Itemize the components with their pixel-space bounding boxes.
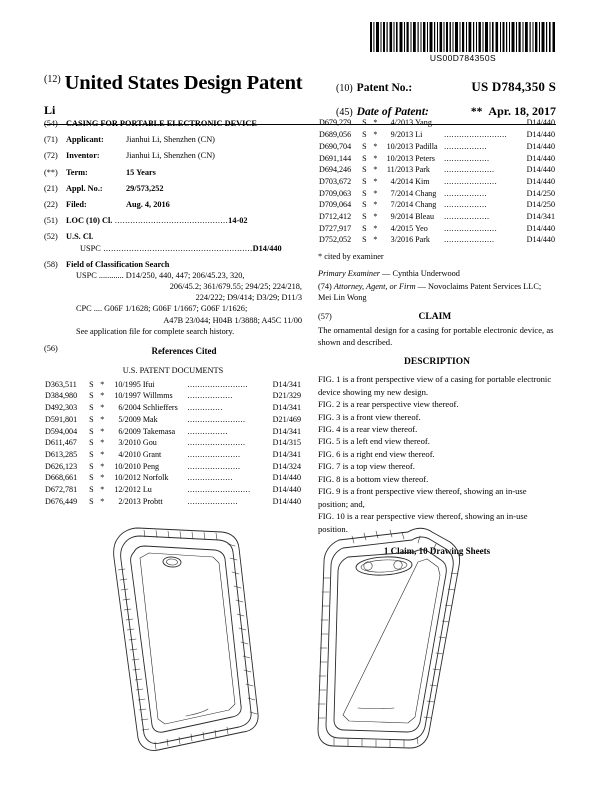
ref-name: Lu xyxy=(142,485,152,495)
field-title xyxy=(44,118,302,129)
field-search-line-4: A47B 23/044; H04B 1/3888; A45C 11/00 xyxy=(163,315,302,325)
ref-star: * xyxy=(100,426,105,436)
ref-kind: S xyxy=(89,426,94,436)
table-row xyxy=(318,212,556,224)
ref-dots: .................. xyxy=(187,391,233,401)
ref-kind: S xyxy=(362,188,367,198)
ref-star: * xyxy=(373,176,378,186)
ref-num: D752,052 xyxy=(319,235,352,245)
ref-class: D14/341 xyxy=(272,403,301,413)
us-patent-documents-subheading: U.S. PATENT DOCUMENTS xyxy=(122,366,224,376)
field-us-cl-code: (52) xyxy=(44,232,58,242)
patent-drawing xyxy=(44,518,556,780)
ref-star: * xyxy=(100,461,105,471)
ref-name: Willmms xyxy=(142,391,173,401)
field-us-cl-dots: .......................................................... xyxy=(100,243,253,253)
ref-dots: ................. xyxy=(444,188,487,198)
ref-kind: S xyxy=(89,414,94,424)
drawing-figures xyxy=(44,518,556,780)
ref-name: Grant xyxy=(142,449,162,459)
ref-name: Li xyxy=(415,130,423,140)
ref-name: Chang xyxy=(415,188,437,198)
field-term xyxy=(44,167,302,178)
field-us-cl-sub: USPC xyxy=(80,243,101,253)
table-row xyxy=(318,177,556,189)
field-term-value: 15 Years xyxy=(126,167,156,177)
field-us-cl-value: D14/440 xyxy=(252,243,282,253)
field-appl-no xyxy=(44,183,302,194)
ref-star: * xyxy=(100,449,105,459)
ref-star: * xyxy=(100,379,105,389)
ref-name: Park xyxy=(415,165,430,175)
field-search-line-3: CPC .... G06F 1/1628; G06F 1/1667; G06F 1/1626; xyxy=(76,304,248,314)
patent-no-label: Patent No.: xyxy=(356,82,413,94)
ref-name: Park xyxy=(415,235,430,245)
ref-date: 3/2016 xyxy=(390,235,414,245)
figure-description-8: FIG. 8 is a bottom view thereof. xyxy=(318,473,429,484)
ref-num: D384,980 xyxy=(45,391,78,401)
ref-date: 11/2013 xyxy=(386,165,414,175)
ref-num: D672,781 xyxy=(45,485,78,495)
ref-num: D690,704 xyxy=(319,141,352,151)
field-references xyxy=(44,343,302,360)
ref-star: * xyxy=(373,235,378,245)
ref-name: Probtt xyxy=(142,496,163,506)
ref-kind: S xyxy=(362,118,367,128)
ref-class: D14/440 xyxy=(526,235,555,245)
patent-no-value: US D784,350 S xyxy=(471,79,556,94)
left-column xyxy=(44,118,302,557)
ref-class: D14/250 xyxy=(526,188,555,198)
field-loc-dots: ............................................ xyxy=(112,216,229,226)
ref-star: * xyxy=(100,403,105,413)
ref-dots: .............. xyxy=(187,403,223,413)
ref-date: 9/2013 xyxy=(390,130,414,140)
figure-description-9: FIG. 9 is a front perspective view thereof, showing an in-use position; and, xyxy=(318,486,527,509)
ref-class: D14/440 xyxy=(272,473,301,483)
attorney-code: (74) xyxy=(318,282,332,292)
ref-star: * xyxy=(373,212,378,222)
ref-class: D14/315 xyxy=(272,438,301,448)
table-row xyxy=(318,188,556,200)
ref-dots: ......................... xyxy=(187,485,251,495)
ref-kind: S xyxy=(89,485,94,495)
attorney-label: Attorney, Agent, or Firm xyxy=(333,282,416,292)
ref-star: * xyxy=(100,496,105,506)
table-row xyxy=(44,426,302,438)
ref-star: * xyxy=(100,414,105,424)
ref-kind: S xyxy=(89,379,94,389)
field-search-line-5: See application file for complete search history. xyxy=(76,326,235,336)
ref-kind: S xyxy=(89,438,94,448)
ref-date: 4/2015 xyxy=(390,223,414,233)
claim-header-row xyxy=(318,311,556,324)
primary-examiner-dash: — xyxy=(379,268,393,278)
field-search xyxy=(44,259,302,337)
ref-num: D611,467 xyxy=(45,438,77,448)
field-loc xyxy=(44,215,302,226)
ref-name: Mak xyxy=(142,414,158,424)
figure-right xyxy=(318,528,460,748)
ref-class: D14/440 xyxy=(526,118,555,128)
ref-name: Bleau xyxy=(415,212,435,222)
table-row xyxy=(44,496,302,508)
ref-num: D709,063 xyxy=(319,188,352,198)
ref-kind: S xyxy=(362,130,367,140)
ref-star: * xyxy=(373,153,378,163)
ref-class: D14/440 xyxy=(272,496,301,506)
field-filed-value: Aug. 4, 2016 xyxy=(126,199,170,209)
claim-text: The ornamental design for a casing for portable electronic device, as shown and described. xyxy=(318,325,554,348)
barcode-number: US00D784350S xyxy=(429,53,497,63)
ref-star: * xyxy=(373,165,378,175)
body-columns xyxy=(44,118,556,557)
field-inventor-value: Jianhui Li, Shenzhen (CN) xyxy=(126,151,215,161)
claim-code: (57) xyxy=(318,312,332,322)
ref-name: Schlieffers xyxy=(142,403,178,413)
primary-examiner xyxy=(318,268,556,279)
ref-date: 4/2013 xyxy=(390,118,414,128)
ref-star: * xyxy=(373,200,378,210)
primary-examiner-value: Cynthia Underwood xyxy=(392,268,460,278)
ref-dots: .................... xyxy=(444,165,495,175)
ref-kind: S xyxy=(362,141,367,151)
primary-examiner-label: Primary Examiner xyxy=(318,268,380,278)
ref-kind: S xyxy=(89,461,94,471)
field-filed-code: (22) xyxy=(44,199,58,209)
ref-num: D691,144 xyxy=(319,153,352,163)
table-row xyxy=(44,450,302,462)
ref-star: * xyxy=(100,473,105,483)
ref-kind: S xyxy=(89,496,94,506)
field-search-line-1: 206/45.2; 361/679.55; 294/25; 224/218, xyxy=(169,282,302,292)
ref-date: 2/2013 xyxy=(118,496,141,506)
table-row xyxy=(44,379,302,391)
references-heading: References Cited xyxy=(151,346,217,356)
field-loc-code: (51) xyxy=(44,216,58,226)
table-row xyxy=(318,118,556,130)
field-applicant-label: Applicant: xyxy=(66,135,104,145)
ref-name: Ifui xyxy=(142,379,155,389)
attorney-value: Novoclaims Patent Services LLC; Mei Lin Wong xyxy=(318,282,542,303)
references-table-right xyxy=(318,118,556,247)
ref-dots: ..................... xyxy=(187,449,241,459)
ref-dots: ................ xyxy=(187,426,228,436)
references-table-left xyxy=(44,379,302,508)
ref-name: Norfolk xyxy=(142,473,169,483)
field-applicant-value: Jianhui Li, Shenzhen (CN) xyxy=(126,135,215,145)
field-applicant xyxy=(44,134,302,145)
ref-class: D14/440 xyxy=(526,223,555,233)
field-us-cl xyxy=(44,231,302,253)
ref-class: D14/440 xyxy=(526,165,555,175)
table-row xyxy=(318,141,556,153)
cited-by-examiner-note: * cited by examiner xyxy=(318,251,384,261)
ref-date: 6/2004 xyxy=(118,403,141,413)
figure-description-3: FIG. 3 is a front view thereof. xyxy=(318,411,421,422)
ref-dots: ..................... xyxy=(444,223,498,233)
field-inventor-code: (72) xyxy=(44,151,58,161)
ref-kind: S xyxy=(362,153,367,163)
ref-kind: S xyxy=(362,200,367,210)
field-term-label: Term: xyxy=(66,167,88,177)
ref-num: D676,449 xyxy=(45,496,78,506)
barcode-image xyxy=(370,22,556,52)
ref-dots: ................. xyxy=(444,200,487,210)
field-appl-no-code: (21) xyxy=(44,183,58,193)
ref-name: Chang xyxy=(415,200,437,210)
field-appl-no-value: 29/573,252 xyxy=(126,183,164,193)
inventor-surname: Li xyxy=(44,103,56,117)
figure-description-6: FIG. 6 is a right end view thereof. xyxy=(318,448,435,459)
table-row xyxy=(318,235,556,247)
date-value: Apr. 18, 2017 xyxy=(488,104,556,118)
ref-name: Peters xyxy=(415,153,435,163)
table-row xyxy=(44,391,302,403)
ref-num: D591,801 xyxy=(45,414,78,424)
ref-class: D21/469 xyxy=(272,414,301,424)
field-applicant-code: (71) xyxy=(44,135,58,145)
ref-date: 10/1997 xyxy=(114,391,141,401)
field-term-code: (**) xyxy=(44,167,58,177)
header-code-12: (12) xyxy=(44,74,61,85)
field-us-cl-label: U.S. Cl. xyxy=(66,232,94,242)
ref-dots: .................... xyxy=(187,496,238,506)
ref-dots: .................. xyxy=(444,212,490,222)
figure-description-4: FIG. 4 is a rear view thereof. xyxy=(318,423,418,434)
ref-date: 5/2009 xyxy=(118,414,141,424)
ref-num: D626,123 xyxy=(45,461,78,471)
patent-no-code: (10) xyxy=(336,83,353,94)
ref-name: Gou xyxy=(142,438,157,448)
table-row xyxy=(44,414,302,426)
ref-num: D363,511 xyxy=(45,379,77,389)
ref-dots: .................. xyxy=(444,153,490,163)
ref-date: 6/2009 xyxy=(118,426,141,436)
ref-class: D21/329 xyxy=(272,391,301,401)
ref-num: D703,672 xyxy=(319,176,352,186)
field-filed-label: Filed: xyxy=(66,199,87,209)
ref-date: 10/1995 xyxy=(114,379,141,389)
ref-dots: ..................... xyxy=(187,461,241,471)
date-label: Date of Patent: xyxy=(356,106,429,118)
figure-left xyxy=(114,528,258,750)
ref-dots: ....................... xyxy=(187,438,246,448)
ref-kind: S xyxy=(362,223,367,233)
ref-date: 9/2014 xyxy=(390,212,414,222)
figure-description-10: FIG. 10 is a rear perspective view thereof, showing an in-use position. xyxy=(318,511,528,534)
ref-dots: .................. xyxy=(187,473,233,483)
ref-num: D712,412 xyxy=(319,212,352,222)
field-loc-label: LOC (10) Cl. xyxy=(66,216,113,226)
ref-kind: S xyxy=(89,403,94,413)
ref-class: D14/440 xyxy=(526,153,555,163)
ref-num: D492,303 xyxy=(45,403,78,413)
attorney-dash: — xyxy=(415,282,429,292)
table-row xyxy=(318,165,556,177)
ref-star: * xyxy=(373,223,378,233)
ref-kind: S xyxy=(362,165,367,175)
ref-class: D14/440 xyxy=(272,485,301,495)
field-appl-no-label: Appl. No.: xyxy=(66,183,103,193)
field-search-line-0: USPC ............ D14/250, 440, 447; 206/45.23, 320, xyxy=(76,270,245,280)
ref-class: D14/440 xyxy=(526,141,555,151)
ref-num: D594,004 xyxy=(45,426,78,436)
ref-class: D14/341 xyxy=(272,449,301,459)
ref-date: 3/2010 xyxy=(118,438,141,448)
page-title: United States Design Patent xyxy=(64,72,303,94)
column-gap xyxy=(302,118,318,557)
claim-heading: CLAIM xyxy=(418,312,452,323)
ref-dots: ..................... xyxy=(444,176,498,186)
ref-dots: ....................... xyxy=(187,414,246,424)
figure-description-7: FIG. 7 is a top view thereof. xyxy=(318,461,415,472)
field-loc-value: 14-02 xyxy=(228,216,248,226)
table-row xyxy=(318,130,556,142)
ref-dots: ........................ xyxy=(187,379,249,389)
ref-name: Padilla xyxy=(415,141,438,151)
ref-kind: S xyxy=(362,235,367,245)
ref-date: 10/2013 xyxy=(386,141,414,151)
ref-star: * xyxy=(373,118,378,128)
date-star: ** xyxy=(470,106,483,118)
field-title-value: CASING FOR PORTABLE ELECTRONIC DEVICE xyxy=(66,119,257,128)
barcode-block xyxy=(370,22,556,63)
ref-name: Yeo xyxy=(415,223,428,233)
field-search-label: Field of Classification Search xyxy=(66,259,170,269)
ref-date: 7/2014 xyxy=(390,188,414,198)
field-inventor xyxy=(44,150,302,161)
ref-star: * xyxy=(373,141,378,151)
ref-star: * xyxy=(100,391,105,401)
field-title-code: (54) xyxy=(44,119,58,128)
field-search-line-2: 224/222; D9/414; D3/29; D11/3 xyxy=(195,293,302,303)
claim-sheet-count: 1 Claim, 10 Drawing Sheets xyxy=(383,546,491,557)
description-heading: DESCRIPTION xyxy=(404,357,470,368)
ref-num: D689,056 xyxy=(319,130,352,140)
attorney-field xyxy=(318,281,556,303)
ref-class: D14/341 xyxy=(272,426,301,436)
table-row xyxy=(44,403,302,415)
ref-star: * xyxy=(100,438,105,448)
figure-description-1: FIG. 1 is a front perspective view of a casing for portable electronic device showing my new design. xyxy=(318,374,552,397)
ref-date: 10/2013 xyxy=(386,153,414,163)
field-search-code: (58) xyxy=(44,259,58,269)
ref-date: 10/2010 xyxy=(114,461,141,471)
table-row xyxy=(44,473,302,485)
date-code: (45) xyxy=(336,107,353,118)
ref-dots: .................... xyxy=(444,235,495,245)
table-row xyxy=(318,153,556,165)
table-row xyxy=(44,461,302,473)
ref-date: 4/2010 xyxy=(118,449,141,459)
table-row xyxy=(44,485,302,497)
table-row xyxy=(318,200,556,212)
table-row xyxy=(44,438,302,450)
table-row xyxy=(318,223,556,235)
figure-description-2: FIG. 2 is a rear perspective view thereof. xyxy=(318,399,459,410)
ref-num: D709,064 xyxy=(319,200,352,210)
ref-dots: ................. xyxy=(444,141,487,151)
ref-star: * xyxy=(100,485,105,495)
ref-date: 12/2012 xyxy=(114,485,141,495)
ref-name: Peng xyxy=(142,461,160,471)
ref-class: D14/440 xyxy=(526,176,555,186)
ref-name: Yang xyxy=(415,118,432,128)
field-inventor-label: Inventor: xyxy=(66,151,100,161)
ref-num: D679,279 xyxy=(319,118,352,128)
ref-kind: S xyxy=(362,176,367,186)
figure-description-5: FIG. 5 is a left end view thereof. xyxy=(318,436,430,447)
ref-kind: S xyxy=(362,212,367,222)
ref-date: 7/2014 xyxy=(390,200,414,210)
ref-class: D14/250 xyxy=(526,200,555,210)
ref-date: 10/2012 xyxy=(114,473,141,483)
ref-class: D14/324 xyxy=(272,461,301,471)
ref-dots: ......................... xyxy=(444,130,508,140)
field-filed xyxy=(44,199,302,210)
ref-star: * xyxy=(373,188,378,198)
ref-num: D727,917 xyxy=(319,223,352,233)
ref-date: 4/2014 xyxy=(390,176,414,186)
ref-class: D14/341 xyxy=(526,212,555,222)
ref-kind: S xyxy=(89,391,94,401)
ref-star: * xyxy=(373,130,378,140)
ref-num: D694,246 xyxy=(319,165,352,175)
ref-class: D14/440 xyxy=(526,130,555,140)
ref-num: D613,285 xyxy=(45,449,78,459)
ref-class: D14/341 xyxy=(272,379,301,389)
field-references-code: (56) xyxy=(44,344,58,353)
ref-dots: .................... xyxy=(444,118,495,128)
ref-kind: S xyxy=(89,449,94,459)
ref-num: D668,661 xyxy=(45,473,78,483)
ref-name: Kim xyxy=(415,176,430,186)
ref-kind: S xyxy=(89,473,94,483)
right-column xyxy=(318,118,556,557)
ref-name: Takemasa xyxy=(142,426,176,436)
